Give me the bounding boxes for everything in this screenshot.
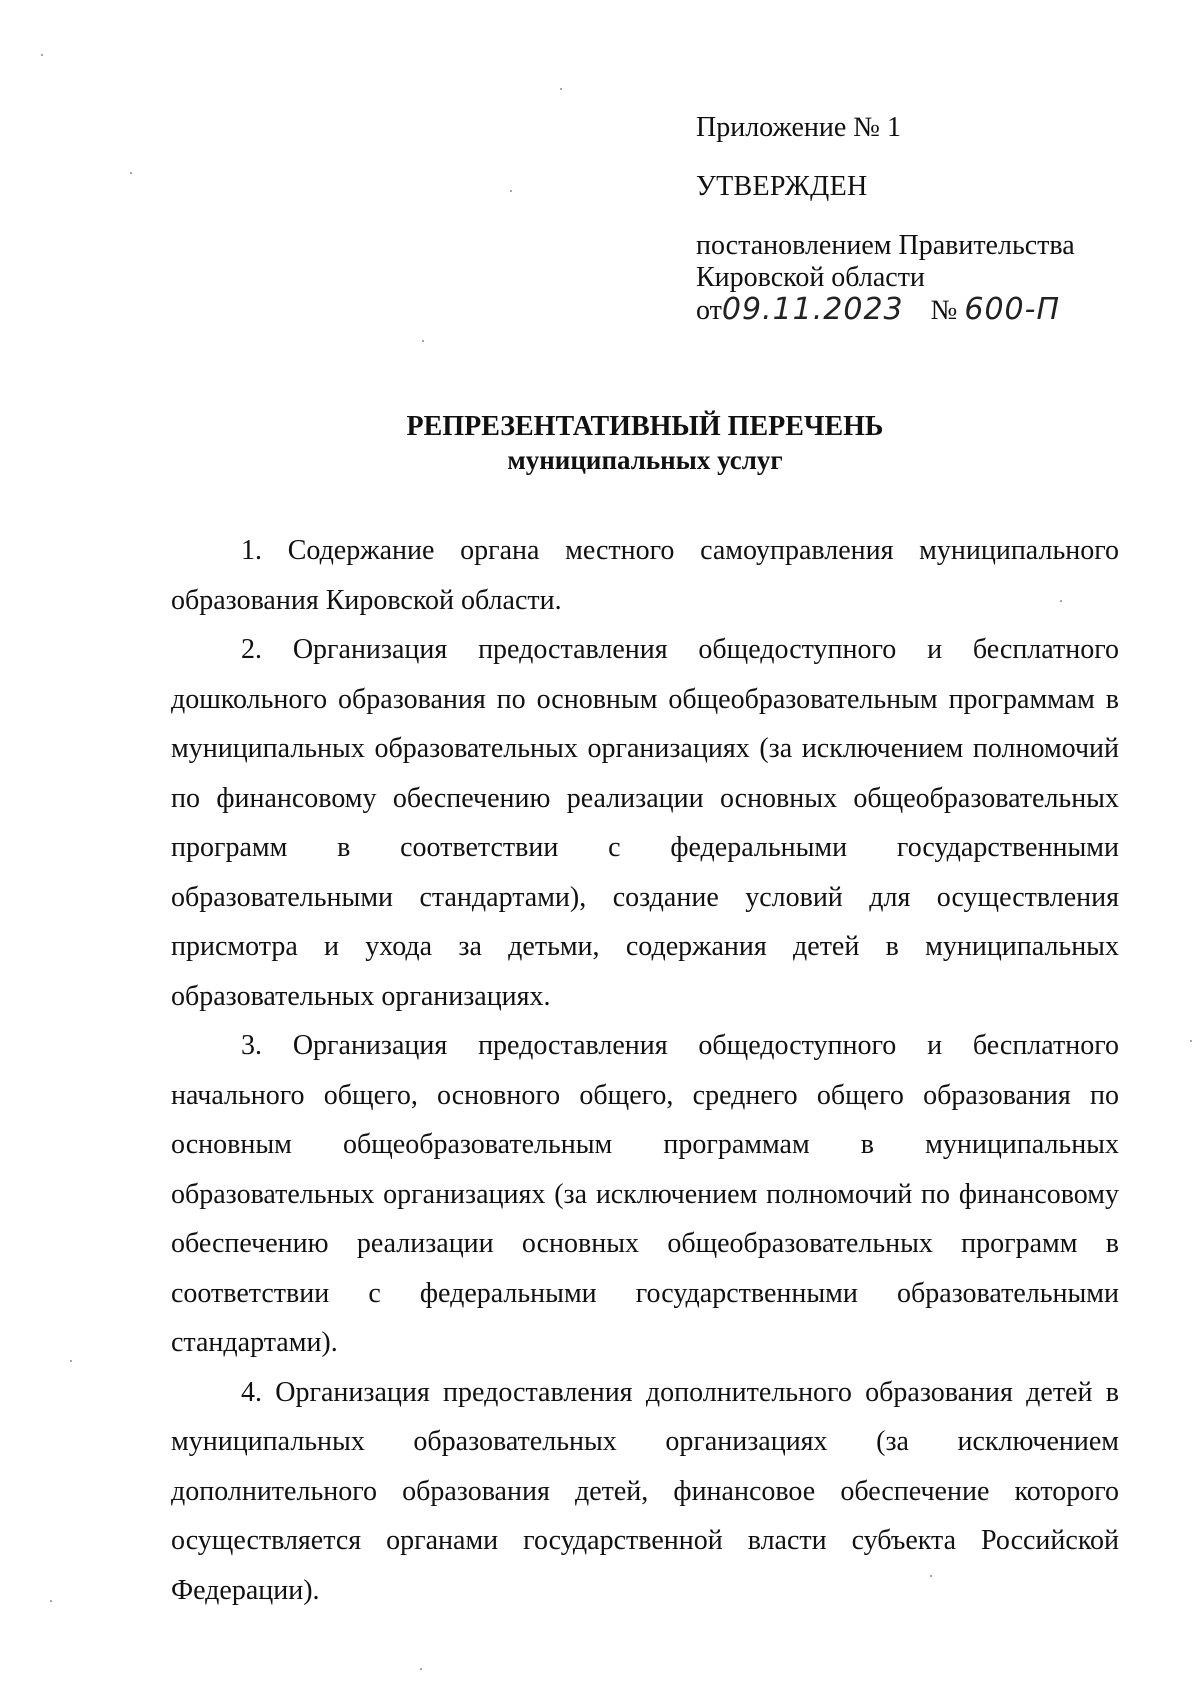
number-prefix: №: [930, 295, 958, 326]
approved-label: УТВЕРЖДЕН: [696, 171, 868, 202]
scan-speck: [70, 1360, 72, 1362]
title-sub: муниципальных услуг: [507, 445, 783, 475]
decree-line-2: Кировской области: [696, 262, 925, 293]
handwritten-number: 600-П: [964, 292, 1061, 327]
handwritten-date: 09.11.2023: [721, 292, 904, 327]
decree-date-number: [696, 294, 1126, 327]
scan-speck: [41, 54, 43, 56]
scan-speck: [1190, 1040, 1192, 1042]
list-item: 1. Содержание органа местного самоуправления муниципального образования Кировской области.: [171, 535, 1119, 616]
scan-speck: [1060, 600, 1062, 602]
date-prefix: от: [696, 295, 722, 326]
list-item: 4. Организация предоставления дополнительного образования детей в муниципальных образовательных организациях (за исключением дополнительного образования детей, финансовое обеспечение которого осуществляется органами государственной власти субъекта Российской Федерации).: [171, 1376, 1119, 1606]
approval-header: [696, 112, 1126, 327]
scan-speck: [930, 1575, 932, 1577]
scan-speck: [422, 340, 424, 342]
decree-line-1: постановлением Правительства: [696, 230, 1075, 261]
services-list: [171, 526, 1119, 1615]
scan-speck: [50, 1600, 52, 1602]
scan-speck: [510, 190, 512, 192]
document-title: [0, 410, 1200, 476]
appendix-label: Приложение № 1: [696, 112, 901, 143]
scan-speck: [420, 1668, 422, 1670]
scan-speck: [560, 88, 562, 90]
scan-speck: [130, 172, 132, 174]
list-item: 3. Организация предоставления общедоступного и бесплатного начального общего, основного общего, среднего общего образования по основным общеобразовательным программам в муниципальных образовательных организациях (за исключением полномочий по финансовому обеспечению реализации основных общеобразовательных программ в соответствии с федеральными государственными образовательными стандартами).: [171, 1030, 1119, 1358]
title-main: РЕПРЕЗЕНТАТИВНЫЙ ПЕРЕЧЕНЬ: [406, 411, 884, 442]
list-item: 2. Организация предоставления общедоступного и бесплатного дошкольного образования по основным общеобразовательным программам в муниципальных образовательных организациях (за исключением полномочий по финансовому обеспечению реализации основных общеобразовательных программ в соответствии с федеральными государственными образовательными стандартами), создание условий для осуществления присмотра и ухода за детьми, содержания детей в муниципальных образовательных организациях.: [171, 634, 1119, 1012]
